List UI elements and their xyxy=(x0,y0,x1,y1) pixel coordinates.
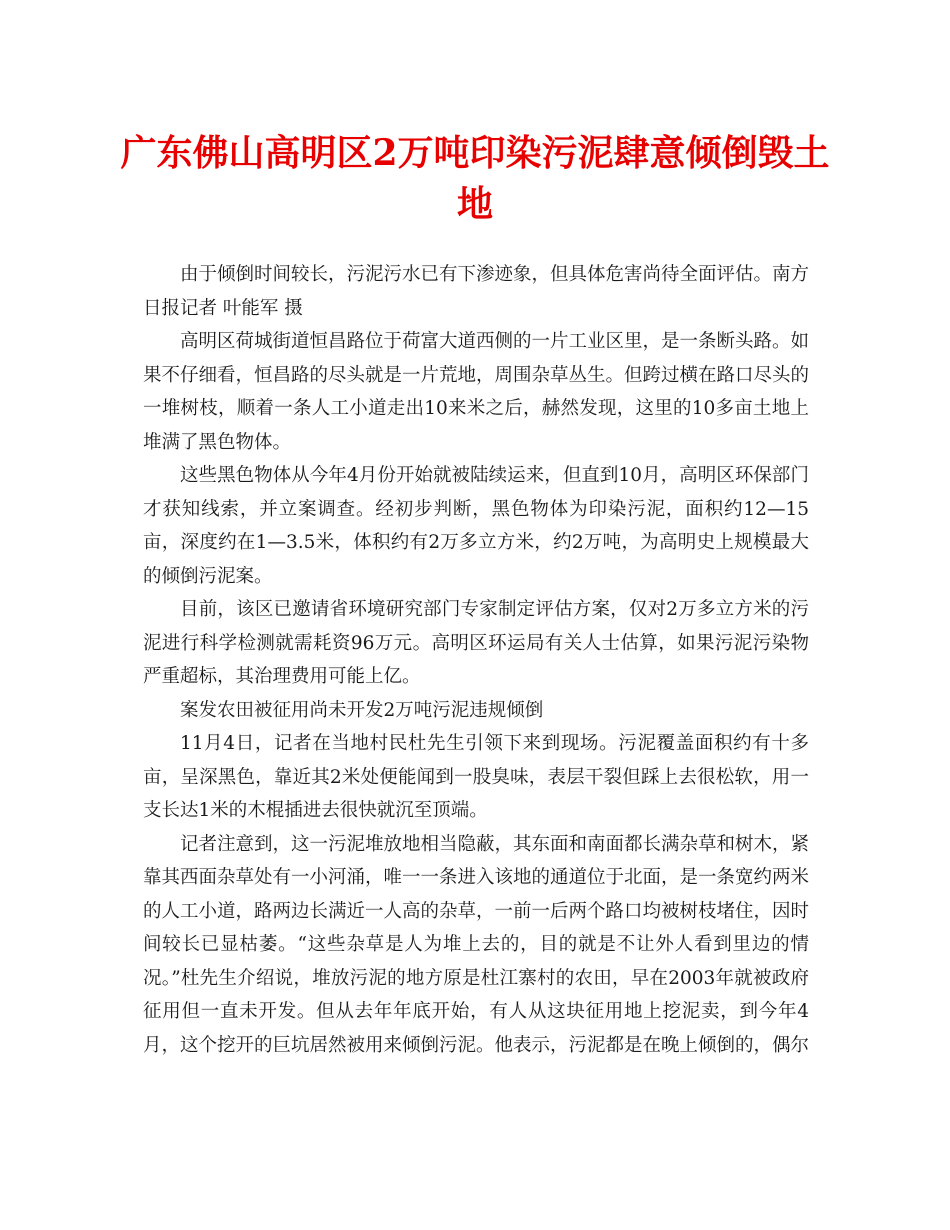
paragraph-discovery: 这些黑色物体从今年4月份开始就被陆续运来，但直到10月，高明区环保部门才获知线索，并立案调查。经初步判断，黑色物体为印染污泥，面积约12—15亩，深度约在1—3.5米，体积约有2万多立方米，约2万吨，为高明史上规模最大的倾倒污泥案。 xyxy=(143,465,809,587)
paragraph-evaluation: 目前，该区已邀请省环境研究部门专家制定评估方案，仅对2万多立方米的污泥进行科学检测就需耗资96万元。高明区环运局有关人士估算，如果污泥污染物严重超标，其治理费用可能上亿。 xyxy=(143,599,809,687)
paragraph-site-visit: 11月4日，记者在当地村民杜先生引领下来到现场。污泥覆盖面积约有十多亩，呈深黑色，靠近其2米处便能闻到一股臭味，表层干裂但踩上去很松软，用一支长达1米的木棍插进去很快就沉至顶端。 xyxy=(143,733,809,821)
paragraph-subheading: 案发农田被征用尚未开发2万吨污泥违规倾倒 xyxy=(180,699,544,721)
paragraph-location: 高明区荷城街道恒昌路位于荷富大道西侧的一片工业区里，是一条断头路。如果不仔细看，恒昌路的尽头就是一片荒地，周围杂草丛生。但跨过横在路口尽头的一堆树枝，顺着一条人工小道走出10来米之后，赫然发现，这里的10多亩土地上堆满了黑色物体。 xyxy=(143,331,810,453)
paragraph-photo-caption: 由于倾倒时间较长，污泥污水已有下渗迹象，但具体危害尚待全面评估。南方日报记者 叶能军 摄 xyxy=(143,264,810,319)
article-title: 广东佛山高明区2万吨印染污泥肆意倾倒毁土地 xyxy=(120,132,830,225)
paragraph-site-description: 记者注意到，这一污泥堆放地相当隐蔽，其东面和南面都长满杂草和树木，紧靠其西面杂草处有一小河涌，唯一一条进入该地的通道位于北面，是一条宽约两米的人工小道，路两边长满近一人高的杂草，一前一后两个路口均被树枝堵住，因时间较长已显枯萎。“这些杂草是人为堆上去的，目的就是不让外人看到里边的情况。”杜先生介绍说，堆放污泥的地方原是杜江寨村的农田，早在2003年就被政府征用但一直未开发。但从去年年底开始，有人从这块征用地上挖泥卖，到今年4月，这个挖开的巨坑居然被用来倾倒污泥。他表示，污泥都是在晚上倾倒的，偶尔 xyxy=(143,833,810,1056)
article-body xyxy=(143,258,809,1062)
